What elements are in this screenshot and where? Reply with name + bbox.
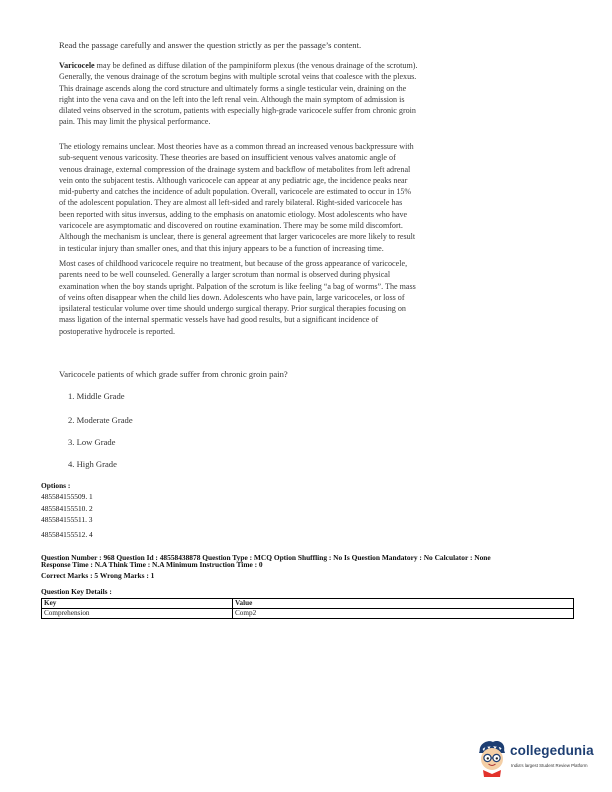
option-id: 485584155511. 3 [41, 515, 93, 524]
passage-line: The etiology remains unclear. Most theories have as a common thread an increased venous backpressure with [59, 142, 414, 151]
option-id: 485584155512. 4 [41, 530, 93, 539]
option-id: 485584155509. 1 [41, 492, 93, 501]
passage-line: mid-puberty and catches the incidence of adult population. Overall, varicocele are estimated to occur in 15% [59, 187, 412, 197]
passage-line: parents need to be well counseled. Generally a larger scrotum than normal is observed during physical [59, 270, 391, 280]
passage-line: ipsilateral testicular volume over time should undergo surgical therapy. Prior surgical therapies focusing on [59, 304, 406, 314]
instruction-text: Read the passage carefully and answer the question strictly as per the passage’s content. [59, 40, 362, 50]
table-cell: Comprehension [42, 609, 233, 619]
table-header-row [42, 599, 574, 609]
choice-item: 4. High Grade [68, 459, 117, 469]
choice-item: 3. Low Grade [68, 437, 116, 447]
key-details-heading: Question Key Details : [41, 587, 112, 596]
passage-paragraph-2 [59, 141, 489, 254]
passage-line: pain. This may limit the physical performance. [59, 117, 211, 127]
table-row [42, 609, 574, 619]
brand-name: collegedunia [510, 743, 594, 758]
passage-line: venous drainage, external compression of the drainage system and backflow of metabolites from left adrenal [59, 164, 411, 174]
response-meta: Response Time : N.A Think Time : N.A Minimum Instruction Time : 0 [41, 560, 263, 569]
passage-line: This drainage ascends along the cord structure and ultimately forms a single testicular vein, draining on the [59, 83, 407, 93]
table-cell: Comp2 [233, 609, 574, 619]
passage-paragraph-3 [59, 258, 489, 337]
passage-line: right into the vena cava and on the left into the left renal vein. Although the main symptom of admission is [59, 94, 405, 104]
passage-line: postoperative hydrocele is reported. [59, 326, 175, 336]
passage-term: Varicocele [59, 61, 95, 70]
question-meta: Question Number : 968 Question Id : 48558438878 Question Type : MCQ Option Shuffling : No Is Question Mandatory : No Calculator : None [41, 553, 491, 562]
passage-line: varicocele are asymptomatic and discovered on routine examination. There may be some mild discomfort. [59, 221, 403, 231]
table-header-cell: Value [233, 599, 574, 609]
question-text: Varicocele patients of which grade suffer from chronic groin pain? [59, 369, 288, 379]
passage-line: Generally, the venous drainage of the scrotum begins with multiple scrotal veins that coalesce with the plexus. [59, 72, 417, 82]
option-id: 485584155510. 2 [41, 504, 93, 513]
brand-tagline: India's largest Student Review Platform [511, 763, 588, 768]
student-mascot-icon [474, 738, 510, 778]
passage-line: sub-sequent venous varicosity. These theories are based on insufficient venous valves anatomic angle of [59, 153, 396, 163]
passage-line: been reported with situs inversus, adding to the emphasis on anatomic etiology. Most adolescents who have [59, 209, 408, 219]
passage-line: dilated veins observed in the scrotum, patients with especially high-grade varicocele suffer from chronic groin [59, 106, 416, 116]
choice-item: 1. Middle Grade [68, 391, 125, 401]
passage-line: Although the mechanism is unclear, there is general agreement that larger varicoceles are more likely to result [59, 232, 416, 242]
choice-item: 2. Moderate Grade [68, 415, 133, 425]
passage-line: mass ligation of the internal spermatic vessels have had good results, but a significant incidence of [59, 315, 379, 325]
table-header-cell: Key [42, 599, 233, 609]
passage-line: Most cases of childhood varicocele require no treatment, but because of the gross appearance of varicocele, [59, 259, 408, 268]
passage-line: vein onto the subjacent testis. Although varicocele can appear at any pediatric age, the incidence peaks near [59, 175, 408, 185]
passage-paragraph-1 [59, 60, 489, 128]
passage-line: examination when the boy stands upright. Palpation of the scrotum is like feeling “a bag of worms”. The mass [59, 281, 416, 291]
marks-line: Correct Marks : 5 Wrong Marks : 1 [41, 571, 155, 580]
passage-line: of veins often disappear when the child lies down. Adolescents who have pain, large varicoceles, or loss of [59, 292, 405, 302]
options-heading: Options : [41, 481, 71, 490]
passage-line: of the adolescent population. They are almost all left-sided and rarely bilateral. Right-sided varicocele has [59, 198, 403, 208]
key-details-table [41, 598, 574, 619]
passage-line: in testicular injury than smaller ones, and that this injury appears to be a function of increasing time. [59, 243, 384, 253]
passage-line: may be defined as diffuse dilation of the pampiniform plexus (the venous drainage of the scrotum). [94, 61, 418, 70]
